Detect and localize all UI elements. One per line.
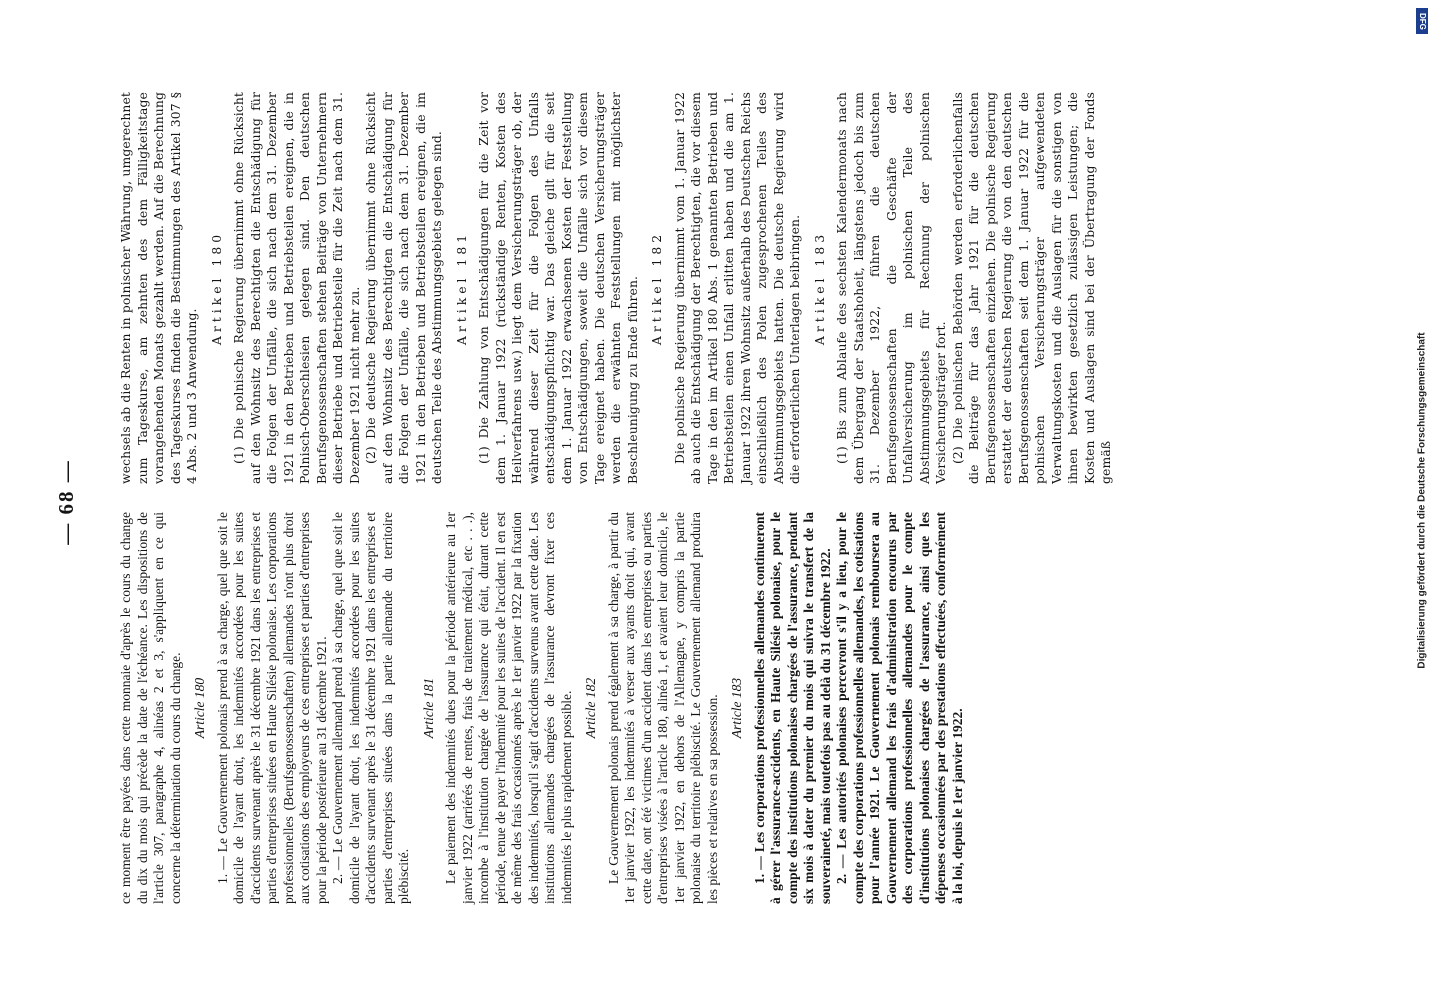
german-article-183-para-2: (2) Die polnischen Behörden werden erforderlichenfalls die Beiträge für das Jahr 1921 für die deutschen Berufsgenossenschaften einziehen. Die polnische Regierung erstattet der deutschen Regierung die von den deutschen Berufsgenossenschaften seit dem 1. Januar 1922 für die polnischen Versicherungsträger aufgewendeten Verwaltungskosten und die Auslagen für die sonstigen von ihnen bewirkten gesetzlich zulässigen Leistungen; die Kosten und Auslagen sind bei der Übertragung der Fonds gemäß [949, 92, 1113, 484]
funding-notice: Digitalisierung gefördert durch die Deutsche Forschungsgemeinschaft [1416, 331, 1428, 669]
dfg-logo-icon: DFG [1416, 8, 1428, 34]
french-article-183-para-1: 1. — Les corporations professionnelles allemandes continueront à gérer l'assurance-accidents, en Haute Silésie polonaise, pour le compte des institutions polonaises chargées de l'assurance, pendant six mois à dater du premier du mois qui suivra le transfert de la souveraineté, mais toutefois pas au delà du 31 décembre 1922. [751, 512, 833, 904]
french-intro: ce moment être payées dans cette monnaie d'après le cours du change du dix du mois qui précède la date de l'échéance. Les dispositions de l'article 307, paragraphe 4, alinéas 2 et 3, s'appliquent en ce qui concerne la détermination du cours du change. [118, 512, 183, 904]
french-column [118, 512, 966, 904]
french-article-181-heading: Article 181 [420, 677, 436, 739]
german-article-183-heading: Artikel 183 [811, 230, 827, 346]
french-article-183-heading: Article 183 [729, 677, 744, 739]
german-article-181-para-1: (1) Die Zahlung von Entschädigungen für die Zeit vor dem 1. Januar 1922 (rückständige Renten, Kosten des Heilverfahrens usw.) liegt dem Versicherungsträger ob, der während dieser Zeit für die Folgen des Unfalls entschädigungspflichtig war. Das gleiche gilt für die seit dem 1. Januar 1922 erwachsenen Kosten der Feststellung von Entschädigungen, soweit die Unfälle sich vor diesem Tage ereignet haben. Die deutschen Versicherungsträger werden die erwähnten Feststellungen mit möglichster Beschleunigung zu Ende führen. [476, 92, 640, 484]
german-article-182-heading: Artikel 182 [649, 230, 664, 346]
funding-sidebar [1410, 0, 1434, 1000]
german-article-180-para-1: (1) Die polnische Regierung übernimmt ohne Rücksicht auf den Wohnsitz des Berechtigten die Entschädigung für die Folgen der Unfälle, die sich nach dem 31. Dezember 1921 in den Betrieben und Betriebsteilen ereignen, die in Polnisch-Oberschlesien gelegen sind. Den deutschen Berufsgenossenschaften stehen Beiträge von Unternehmern dieser Betriebe und Betriebsteile für die Zeit nach dem 31. Dezember 1921 nicht mehr zu. [231, 92, 362, 484]
german-article-181-heading: Artikel 181 [453, 230, 469, 346]
french-article-182-para-1: Le Gouvernement polonais prend également à sa charge, à partir du 1er janvier 1922, les indemnités à verser aux ayants droit qui, avant cette date, ont été victimes d'un accident dans les entreprises ou parties d'entreprises visées à l'article 180, alinéa 1, et avaient leur domicile, le 1er janvier 1922, en dehors de l'Allemagne, y compris la partie polonaise du territoire plébiscité. Le Gouvernement allemand produira les pièces et relatives en sa possession. [605, 512, 720, 904]
page-number: — 68 — [54, 459, 78, 545]
german-article-182-para-1: Die polnische Regierung übernimmt vom 1. Januar 1922 ab auch die Entschädigung der Berechtigten, die vor diesem Tage in den im Artikel 180 Abs. 1 genannten Betrieben und Betriebsteilen einen Unfall erlitten haben und die am 1. Januar 1922 ihren Wohnsitz außerhalb des Deutschen Reichs einschließlich des Polen zugesprochenen Teiles des Abstimmungsgebiets hatten. Die deutsche Regierung wird die erforderlichen Unterlagen beibringen. [671, 92, 802, 484]
french-article-180-para-2: 2. — Le Gouvernement allemand prend à sa charge, quel que soit le domicile de l'ayant droit, les indemnités accordées pour les suites d'accidents survenant après le 31 décembre 1921 dans les entreprises et parties d'entreprises situées dans la partie allemande du territoire plébiscité. [330, 512, 411, 904]
german-article-180-para-2: (2) Die deutsche Regierung übernimmt ohne Rücksicht auf den Wohnsitz des Berechtigten die Entschädigung für die Folgen der Unfälle, die sich nach dem 31. Dezember 1921 in den Betrieben und Betriebsteilen ereignen, die im deutschen Teile des Abstimmungsgebiets gelegen sind. [363, 92, 444, 484]
french-article-181-para-1: Le paiement des indemnités dues pour la période antérieure au 1er janvier 1922 (arriérés de rentes, frais de traitement médical, etc . . .), incombe à l'institution chargée de l'assurance qui était, durant cette période, tenue de payer l'indemnité pour les suites de l'accident. Il en est de même des frais occasionnés après le 1er janvier 1922 par la fixation des indemnités, lorsqu'il s'agit d'accidents survenus avant cette date. Les institutions allemandes chargées de l'assurance devront fixer ces indemnités le plus rapidement possible. [443, 512, 574, 904]
french-article-182-heading: Article 182 [583, 677, 598, 739]
german-article-183-para-1: (1) Bis zum Ablaufe des sechsten Kalendermonats nach dem Übergang der Staatshoheit, längstens jedoch bis zum 31. Dezember 1922, führen die deutschen Berufsgenossenschaften die Geschäfte der Unfallversicherung im polnischen Teile des Abstimmungsgebiets für Rechnung der polnischen Versicherungsträger fort. [834, 92, 948, 484]
french-article-180-para-1: 1. — Le Gouvernement polonais prend à sa charge, quel que soit le domicile de l'ayant droit, les indemnités accordées pour les suites d'accidents survenant après le 31 décembre 1921 dans les entreprises et parties d'entreprises situées en Haute Silésie polonaise. Les corporations professionnelles (Berufsgenossenschaften) allemandes n'ont plus droit aux cotisations des employeurs de ces entreprises et parties d'entreprises pour la période postérieure au 31 décembre 1921. [214, 512, 329, 904]
german-article-180-heading: Artikel 180 [208, 230, 224, 346]
german-column [118, 92, 1115, 484]
french-article-183-para-2: 2. — Les autorités polonaises percevront s'il y a lieu, pour le compte des corporations professionnelles allemandes, les cotisations pour l'année 1921. Le Gouvernement polonais remboursera au Gouvernement allemand les frais d'administration encourus par des corporations professionnelles allemandes pour le compte d'institutions polonaises chargées de l'assurance, ainsi que les dépenses occasionnées par des prestations effectuées, conformément à la loi, depuis le 1er janvier 1922. [834, 512, 965, 904]
french-article-180-heading: Article 180 [192, 677, 207, 739]
german-intro: wechsels ab die Renten in polnischer Währung, umgerechnet zum Tageskurse, am zehnten des dem Fälligkeitstage vorangehenden Monats gezahlt werden. Auf die Berechnung des Tageskurses finden die Bestimmungen des Artikel 307 § 4 Abs. 2 und 3 Anwendung. [118, 92, 199, 484]
